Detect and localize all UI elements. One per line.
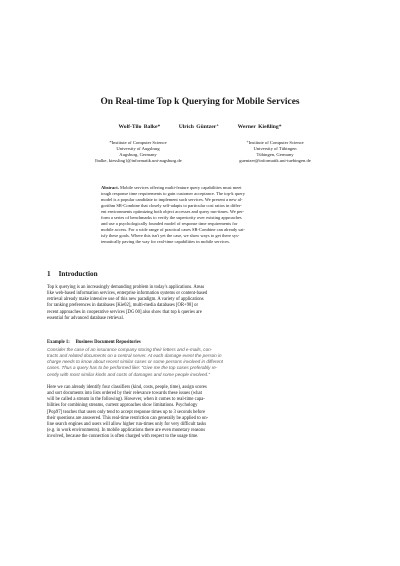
section-heading [47,270,98,278]
abstract-line: ent environments optimizing both object accesses and query run-times. We per- [101,209,245,215]
paragraph-line: and sort documents into lists ordered by their relevance towards these issues (what [47,391,202,397]
paragraph-line: bilities for combining streams, current approaches show limitations. Psychology [47,403,198,409]
paragraph-line: essential for advanced database retrieval. [47,315,124,321]
section-number: 1 [47,270,51,278]
paragraph-line: Here we can already identify four classifiers (kind, costs, people, time), assign scores [47,385,207,390]
abstract-line: isfy these goals. Where this isn't yet the case, we show ways to get there sys- [101,233,240,239]
paragraph-line: Top k querying is an increasingly demanding problem in today's applications. Areas [47,285,205,290]
author-name: Werner Kießling* [237,124,282,130]
abstract-line: and use a psychologically founded model of response time requirements for [101,221,238,227]
paragraph-line: [Pop97] teaches that users only tend to accept response times up to 3 seconds before [47,409,206,415]
abstract-line: model is a popular candidate to implement such services. We present a new al- [101,197,243,203]
author-name: Ulrich Güntzer⁺ [178,124,220,130]
abstract-line: tough response time requirements to gain customer acceptance. The top-k query [101,191,245,197]
example-label: Example 1: [47,340,70,345]
paragraph-line: (e.g. in work environments). In mobile applications there are even monetary reasons [47,428,206,434]
paragraph-line: for ranking preferences in databases [Kie02], multi-media databases [OR+98] or [47,303,199,309]
example-title: Business Document Repositories [75,340,141,345]
paragraph-line: will be called a stream in the following). However, when it comes to real-time capa- [47,397,205,403]
paragraph-line: recent approaches in cooperative services [DG 00] also show that top k queries are [47,309,202,315]
paragraph-line: line search engines and users will allow higher run-times only for very difficult tasks [47,421,207,427]
affiliation-email: {balke, kiessling}@informatik.uni-augsburg.de [94,158,182,164]
affiliation-line: University of Augsburg [116,146,160,152]
abstract-label: Abstract. [101,185,119,190]
abstract-line: tematically paving the way for real-time capabilities in mobile services. [101,239,230,245]
affiliation-line: Tübingen, Germany [256,152,294,158]
example-body [47,347,353,378]
author-name: Wolf-Tilo Balke* [118,124,161,130]
example-line: tracts and related documents on a central server. At each damage event the person in [47,353,222,359]
affiliation-line: Augsburg, Germany [119,152,157,158]
paper-title: On Real-time Top k Querying for Mobile Services [100,97,300,107]
affiliation-line: *Institute of Computer Science [109,140,167,145]
abstract-text: Mobile services offering multi-feature query capabilities must meet [120,185,242,190]
affiliation-line: ⁺Institute of Computer Science [246,140,304,145]
example-line: Consider the case of an insurance company storing their letters and e-mails, con- [47,347,213,352]
section-title: Introduction [58,270,98,278]
paragraph-line: retrieval already make intensive use of this new paradigm. A variety of applications [47,297,204,303]
affiliation-augsburg [68,140,208,164]
paragraph-line: involved, because the connection is often charged with respect to the usage time. [47,434,199,440]
intro-paragraph [47,285,353,322]
example-heading [47,340,141,345]
paragraph-line: like web-based information services, enterprise information systems or content-based [47,291,208,297]
affiliation-email: guentzer@informatik.uni-tuebingen.de [239,158,311,164]
affiliation-line: University of Tübingen [253,146,297,152]
example-line: cases. Thus a query has to be performed like: “Give me the top cases preferably re- [47,365,218,371]
abstract-line: mobile access. For a wide range of practical cases SR-Combine can already sat- [101,227,245,233]
example-line: charge needs to know about recent similar cases or some persons involved in different [47,359,223,365]
abstract-line: form a series of benchmarks to verify the superiority over existing approaches [101,215,242,221]
abstract-line: gorithm SR-Combine that closely self-adapts to particular cost ratios in differ- [101,203,242,209]
author-list [0,124,400,130]
abstract [101,185,299,245]
example-line: cently with most similar kinds and costs of damages and some people involved.” [47,371,210,377]
affiliation-tuebingen [200,140,350,164]
paragraph-line: their questions are answered. This real-time restriction can generally be applied to on- [47,415,209,421]
intro-paragraph-2 [47,385,353,440]
